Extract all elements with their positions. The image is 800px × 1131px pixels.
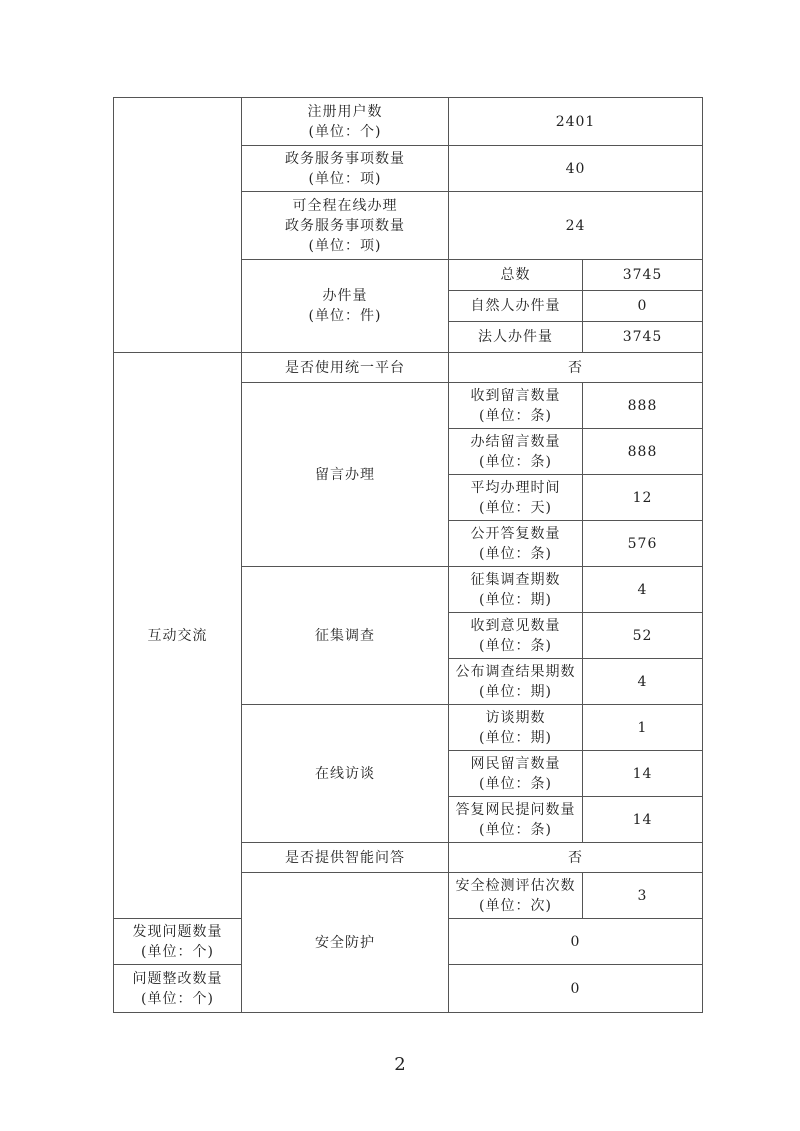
sub-label: 平均办理时间 — [470, 479, 561, 496]
row-unit: (单位：项) — [308, 170, 382, 187]
value-cell: 0 — [449, 919, 703, 965]
sub-label-cell — [449, 751, 583, 797]
value-cell: 否 — [449, 353, 703, 383]
label-cell — [242, 98, 449, 146]
row-label: 注册用户数 — [307, 103, 383, 120]
row-label: 办件量 — [322, 288, 368, 304]
row-label: 可全程在线办理 — [292, 197, 398, 214]
label-cell — [114, 919, 242, 965]
sub-label-cell: 自然人办件量 — [449, 291, 583, 322]
value-cell: 3745 — [583, 260, 703, 291]
section-cell-blank — [114, 98, 242, 353]
value-cell: 4 — [583, 659, 703, 705]
value-cell: 24 — [449, 192, 703, 260]
sub-label: 访谈期数 — [485, 709, 546, 726]
label-cell — [114, 965, 242, 1013]
section-label-interaction: 互动交流 — [114, 353, 242, 919]
value-cell: 14 — [583, 797, 703, 843]
value-cell: 14 — [583, 751, 703, 797]
sub-label-cell — [449, 429, 583, 475]
sub-label-cell — [449, 705, 583, 751]
row-label: 问题整改数量 — [132, 970, 223, 987]
row-unit: (单位：个) — [141, 943, 214, 960]
sub-label: 收到意见数量 — [470, 617, 561, 634]
value-cell: 52 — [583, 613, 703, 659]
sub-label-cell: 总数 — [449, 260, 583, 291]
sub-unit: (单位：天) — [479, 499, 552, 516]
value-cell: 0 — [449, 965, 703, 1013]
row-label: 安全检测评估次数 — [455, 877, 576, 894]
row-unit: (单位：个) — [141, 990, 214, 1007]
value-cell: 3 — [583, 873, 703, 919]
label-cell — [449, 873, 583, 919]
value-cell: 576 — [583, 521, 703, 567]
value-cell: 3745 — [583, 322, 703, 353]
value-cell: 否 — [449, 843, 703, 873]
label-cell: 是否提供智能问答 — [242, 843, 449, 873]
value-cell: 2401 — [449, 98, 703, 146]
row-unit: (单位：个) — [308, 123, 382, 140]
statistics-table — [113, 97, 703, 1013]
sub-unit: (单位：期) — [479, 683, 552, 700]
group-label-messages: 留言办理 — [242, 383, 449, 567]
sub-unit: (单位：条) — [479, 637, 552, 654]
section-label-security: 安全防护 — [242, 873, 449, 1013]
sub-label-cell — [449, 613, 583, 659]
sub-unit: (单位：条) — [479, 453, 552, 470]
sub-unit: (单位：期) — [479, 729, 552, 746]
value-cell: 4 — [583, 567, 703, 613]
row-label: 政务服务事项数量 — [285, 150, 405, 167]
sub-label-cell — [449, 659, 583, 705]
sub-label-cell — [449, 475, 583, 521]
sub-label-cell: 法人办件量 — [449, 322, 583, 353]
sub-label: 公布调查结果期数 — [455, 663, 576, 680]
value-cell: 1 — [583, 705, 703, 751]
sub-unit: (单位：条) — [479, 407, 552, 424]
row-unit: (单位：项) — [308, 237, 382, 254]
sub-label-cell — [449, 521, 583, 567]
sub-label: 公开答复数量 — [470, 525, 561, 542]
table-row — [114, 98, 703, 146]
label-cell — [242, 192, 449, 260]
sub-unit: (单位：条) — [479, 545, 552, 562]
sub-label-cell — [449, 567, 583, 613]
sub-label: 办结留言数量 — [470, 433, 561, 450]
group-label-interview: 在线访谈 — [242, 705, 449, 843]
value-cell: 888 — [583, 383, 703, 429]
sub-unit: (单位：条) — [479, 821, 552, 838]
sub-label-cell — [449, 383, 583, 429]
label-cell — [242, 260, 449, 353]
sub-label: 征集调查期数 — [470, 571, 561, 588]
group-label-survey: 征集调查 — [242, 567, 449, 705]
table-row — [114, 353, 703, 383]
row-unit: (单位：件) — [308, 308, 382, 324]
sub-label-cell — [449, 797, 583, 843]
sub-unit: (单位：期) — [479, 591, 552, 608]
value-cell: 0 — [583, 291, 703, 322]
value-cell: 888 — [583, 429, 703, 475]
sub-label: 答复网民提问数量 — [455, 801, 576, 818]
row-label: 政务服务事项数量 — [285, 217, 405, 234]
value-cell: 12 — [583, 475, 703, 521]
label-cell — [242, 146, 449, 192]
sub-label: 收到留言数量 — [470, 387, 561, 404]
sub-label: 网民留言数量 — [470, 755, 561, 772]
page-number: 2 — [394, 1054, 406, 1075]
row-unit: (单位：次) — [479, 897, 552, 914]
value-cell: 40 — [449, 146, 703, 192]
label-cell: 是否使用统一平台 — [242, 353, 449, 383]
sub-unit: (单位：条) — [479, 775, 552, 792]
row-label: 发现问题数量 — [132, 923, 223, 940]
